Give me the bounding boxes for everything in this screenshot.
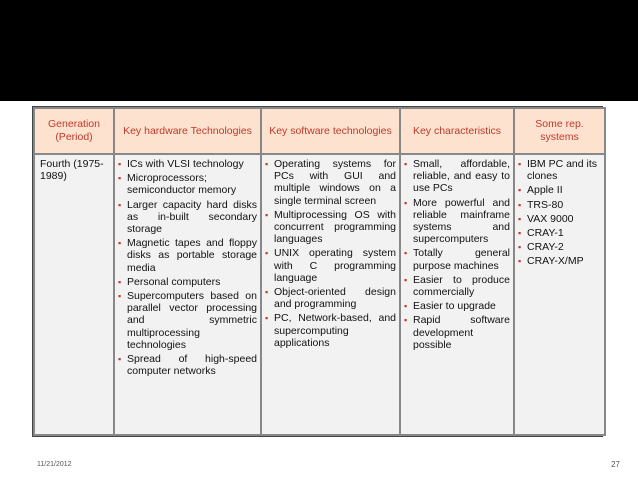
bullet-icon: ▪ [518,228,522,239]
systems-list [518,158,601,268]
characteristics-cell [400,154,514,435]
bullet-icon: ▪ [265,248,269,259]
list-item [404,197,510,246]
bullet-icon: ▪ [118,354,122,365]
table-row [34,154,605,435]
header-characteristics: Key characteristics [400,108,514,154]
list-item [404,247,510,271]
table-header-row [34,108,605,154]
list-item [518,184,601,196]
list-item [518,241,601,253]
header-hardware: Key hardware Technologies [114,108,261,154]
list-item-text: UNIX operating system with C programming language [274,247,396,284]
list-item [265,209,396,246]
list-item-text: Larger capacity hard disks as in-built secondary storage [127,198,257,236]
bullet-icon: ▪ [118,173,122,184]
list-item-text: CRAY-X/MP [527,255,584,268]
list-item-text: Rapid software development possible [413,314,510,351]
list-item [518,227,601,239]
list-item-text: Operating systems for PCs with GUI and multiple windows on a single terminal screen [274,158,396,207]
list-item-text: CRAY-1 [527,227,564,240]
list-item-text: Spread of high-speed computer networks [127,353,257,378]
list-item-text: Totally general purpose machines [413,247,510,272]
list-item [265,158,396,207]
title-bar [0,0,638,101]
list-item-text: Easier to upgrade [413,300,496,313]
bullet-icon: ▪ [404,274,408,285]
header-software: Key software technologies [261,108,400,154]
bullet-icon: ▪ [404,248,408,259]
header-systems: Some rep. systems [514,108,605,154]
systems-cell [514,154,605,435]
bullet-icon: ▪ [404,197,408,208]
bullet-icon: ▪ [118,276,122,287]
bullet-icon: ▪ [518,159,522,169]
generation-cell: Fourth (1975-1989) [34,154,114,435]
bullet-icon: ▪ [404,315,408,326]
list-item-text: Small, affordable, reliable, and easy to use PCs [413,158,510,195]
bullet-icon: ▪ [404,159,408,169]
bullet-icon: ▪ [265,209,269,220]
list-item-text: Apple II [527,184,563,197]
list-item-text: More powerful and reliable mainframe systems and supercomputers [413,196,510,246]
list-item [404,300,510,312]
list-item-text: Magnetic tapes and floppy disks as portable storage media [127,237,257,274]
list-item-text: ICs with VLSI technology [127,158,244,170]
bullet-icon: ▪ [404,301,408,312]
list-item-text: Supercomputers based on parallel vector processing and symmetric multiprocessing technologies [127,290,257,351]
list-item-text: Multiprocessing OS with concurrent programming languages [274,208,396,246]
list-item-text: Object-oriented design and programming [274,286,396,311]
list-item-text: PC, Network-based, and supercomputing applications [274,312,396,349]
bullet-icon: ▪ [518,256,522,267]
list-item [404,158,510,195]
list-item-text: IBM PC and its clones [527,158,598,183]
footer-date: 11/21/2012 [37,461,72,468]
hardware-cell [114,154,261,435]
page-number: 27 [611,460,620,469]
list-item [265,312,396,349]
list-item [518,255,601,267]
list-item [518,213,601,225]
list-item [118,290,257,351]
list-item-text: Personal computers [127,275,221,288]
bullet-icon: ▪ [118,238,122,249]
list-item [118,353,257,377]
list-item [118,158,257,170]
list-item [404,274,510,298]
list-item-text: Easier to produce commercially [413,273,510,299]
bullet-icon: ▪ [518,199,522,210]
characteristics-list [404,158,510,351]
bullet-icon: ▪ [118,199,122,210]
list-item [118,172,257,196]
bullet-icon: ▪ [118,159,122,169]
list-item [118,199,257,236]
hardware-list [118,158,257,377]
list-item-text: Microprocessors; semiconductor memory [127,172,237,197]
bullet-icon: ▪ [265,287,269,298]
bullet-icon: ▪ [518,242,522,253]
generations-table [32,106,603,437]
bullet-icon: ▪ [118,291,122,302]
bullet-icon: ▪ [518,185,522,196]
bullet-icon: ▪ [518,213,522,224]
list-item [265,247,396,284]
software-cell [261,154,400,435]
list-item [518,158,601,182]
software-list [265,158,396,349]
list-item-text: VAX 9000 [527,212,574,225]
list-item-text: CRAY-2 [527,241,564,254]
list-item [118,276,257,288]
bullet-icon: ▪ [265,159,269,169]
bullet-icon: ▪ [265,313,269,324]
list-item [518,199,601,211]
list-item [265,286,396,310]
list-item [118,237,257,274]
list-item-text: TRS-80 [527,198,564,211]
list-item [404,314,510,351]
header-generation: Generation (Period) [34,108,114,154]
